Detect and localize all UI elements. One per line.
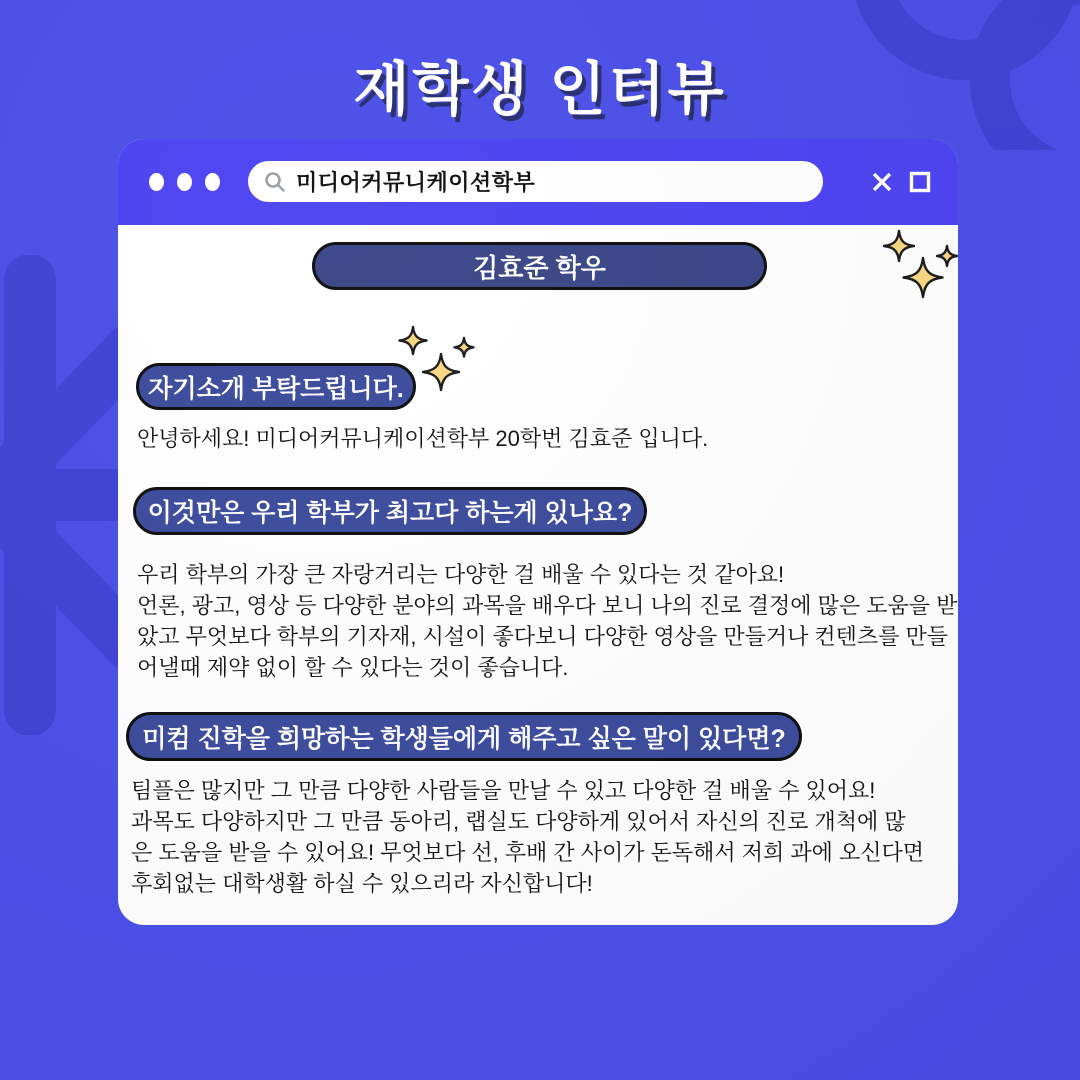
student-badge: 김효준 학우 xyxy=(312,242,767,290)
browser-window xyxy=(118,139,958,925)
question-pill-2: 이것만은 우리 학부가 최고다 하는게 있나요? xyxy=(133,487,647,535)
four-point-star-icon xyxy=(937,246,957,266)
answer-line: 팀플은 많지만 그 만큼 다양한 사람들을 만날 수 있고 다양한 걸 배울 수 있어요! xyxy=(131,778,876,803)
browser-title-bar xyxy=(118,139,958,225)
four-point-star-icon xyxy=(884,231,914,261)
window-controls xyxy=(870,139,932,225)
sparkle-cluster-q1 xyxy=(390,321,480,406)
search-bar[interactable] xyxy=(248,161,823,202)
four-point-star-icon xyxy=(400,327,427,354)
answer-line: 후회없는 대학생활 하실 수 있으리라 자신합니다! xyxy=(131,871,593,896)
close-icon[interactable] xyxy=(870,170,894,194)
answer-line: 어낼때 제약 없이 할 수 있다는 것이 좋습니다. xyxy=(137,655,569,680)
search-query[interactable]: 미디어커뮤니케이션학부 xyxy=(296,170,536,195)
window-dot[interactable] xyxy=(205,173,220,191)
answer-1 xyxy=(137,423,708,454)
question-pill-1: 자기소개 부탁드립니다. xyxy=(136,363,416,410)
answer-3 xyxy=(131,775,924,899)
page-title: 재학생 인터뷰 xyxy=(353,57,727,122)
sparkle-cluster-top-right xyxy=(867,223,958,318)
four-point-star-icon xyxy=(904,258,943,297)
answer-line: 았고 무엇보다 학부의 기자재, 시설이 좋다보니 다양한 영상을 만들거나 컨텐츠를 만들 xyxy=(137,624,949,649)
answer-line: 언론, 광고, 영상 등 다양한 분야의 과목을 배우다 보니 나의 진로 결정에 많은 도움을 받 xyxy=(137,593,958,618)
question-pill-3: 미컴 진학을 희망하는 학생들에게 해주고 싶은 말이 있다면? xyxy=(126,712,802,761)
search-icon xyxy=(263,170,287,194)
answer-2 xyxy=(137,559,957,683)
answer-line: 과목도 다양하지만 그 만큼 동아리, 랩실도 다양하게 있어서 자신의 진로 개척에 많 xyxy=(131,809,906,834)
answer-line: 안녕하세요! 미디어커뮤니케이션학부 20학번 김효준 입니다. xyxy=(137,426,709,451)
maximize-icon[interactable] xyxy=(908,170,932,194)
four-point-star-icon xyxy=(423,354,459,390)
answer-line: 우리 학부의 가장 큰 자랑거리는 다양한 걸 배울 수 있다는 것 같아요! xyxy=(137,562,785,587)
answer-line: 은 도움을 받을 수 있어요! 무엇보다 선, 후배 간 사이가 돈독해서 저희 과에 오신다면 xyxy=(131,840,925,865)
window-dot[interactable] xyxy=(149,173,164,191)
three-dots-icon[interactable] xyxy=(149,173,220,191)
window-dot[interactable] xyxy=(177,173,192,191)
four-point-star-icon xyxy=(455,338,474,357)
